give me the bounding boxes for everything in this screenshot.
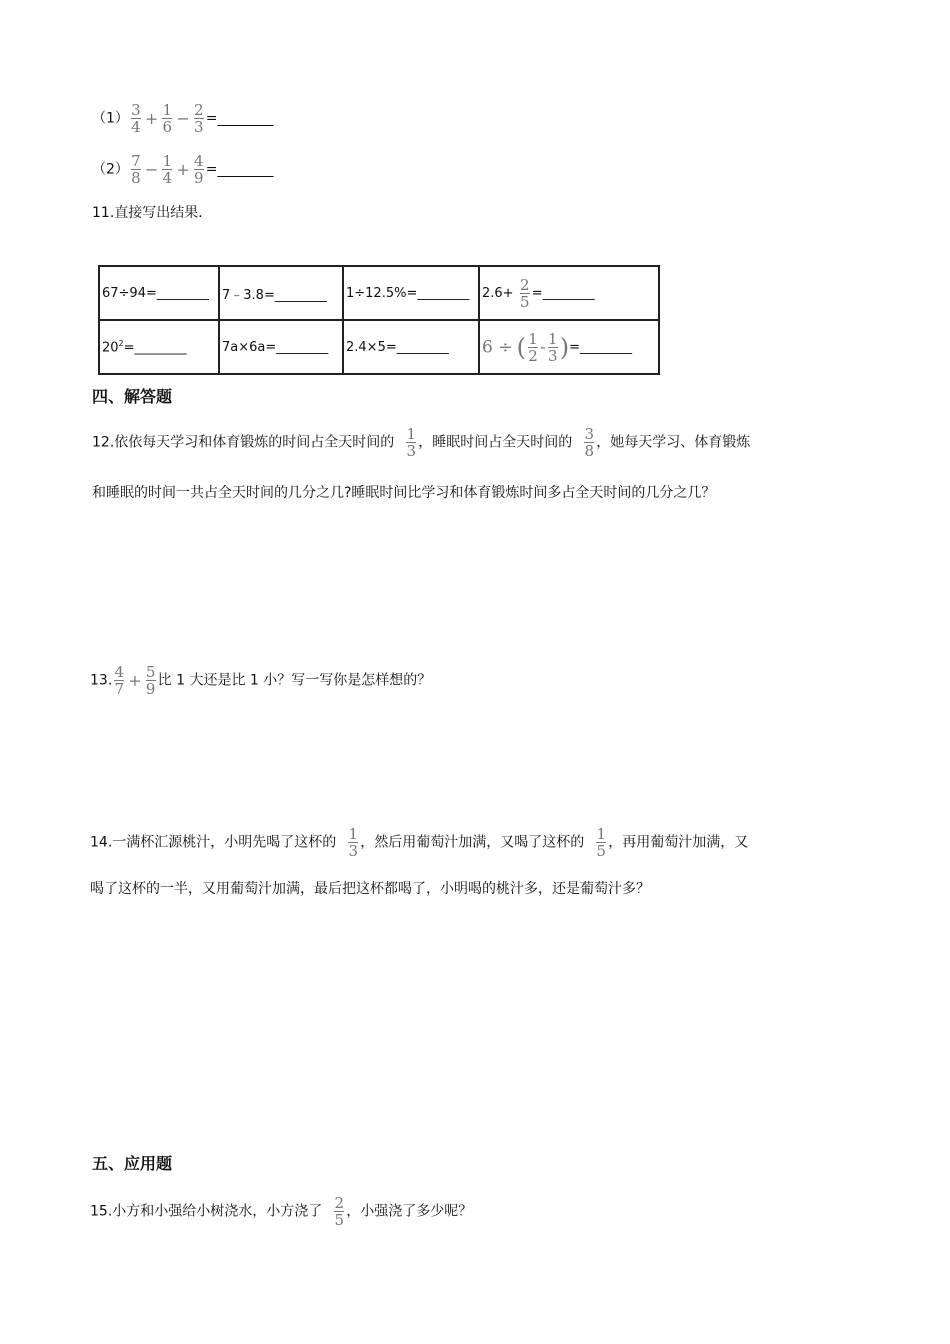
table-cell: 67÷94=________ <box>99 266 219 320</box>
fraction: $\frac{2}{5}$ <box>334 1194 345 1229</box>
answer-blank: =________ <box>205 161 274 178</box>
table-cell: 7﹣3.8=________ <box>219 266 343 320</box>
q12-line1: 12.依依每天学习和体育锻炼的时间占全天时间的 $\frac{1}{3}$ ，睡眠时间占全天时间的 $\frac{3}{8}$ ，她每天学习、体育锻炼 <box>92 425 751 460</box>
section-heading-4: 四、解答题 <box>92 387 173 406</box>
fraction: $\frac{5}{9}$ <box>145 663 156 698</box>
operator: − <box>176 108 190 128</box>
operator: − <box>144 159 159 179</box>
q10-part2 <box>92 154 273 185</box>
section-heading-5: 五、应用题 <box>92 1154 173 1173</box>
table-row <box>99 266 659 320</box>
fraction: $\frac{2}{3}$ <box>193 101 204 136</box>
fraction: $\frac{1}{2}$ <box>528 329 538 365</box>
fraction: $\frac{1}{3}$ <box>547 329 558 365</box>
fraction: $\frac{1}{3}$ <box>406 425 417 460</box>
fraction: $\frac{4}{7}$ <box>114 663 125 698</box>
fraction: $\frac{2}{5}$ <box>519 275 530 311</box>
q14-line2: 喝了这杯的一半，又用葡萄汁加满，最后把这杯都喝了，小明喝的桃汁多，还是葡萄汁多？ <box>90 881 650 897</box>
answer-blank: =________ <box>205 110 274 127</box>
q11-title: 11.直接写出结果． <box>92 205 213 221</box>
q13: 13. $\frac{4}{7}$ + $\frac{5}{9}$ 比 1 大还是比 1 小？写一写你是怎样想的？ <box>90 663 432 698</box>
fraction: $\frac{7}{8}$ <box>131 152 141 187</box>
q14-line1: 14.一满杯汇源桃汁，小明先喝了这杯的 $\frac{1}{3}$ ，然后用葡萄汁加满，又喝了这杯的 $\frac{1}{5}$ ，再用葡萄汁加满，又 <box>90 825 749 860</box>
part-number: （2） <box>92 161 129 178</box>
calculation-table <box>98 265 660 375</box>
table-row <box>99 320 659 374</box>
operator: + <box>144 108 159 128</box>
q10-part1 <box>92 103 273 134</box>
fraction: $\frac{1}{5}$ <box>596 825 607 860</box>
part-number: （1） <box>92 110 129 127</box>
operator: + <box>176 159 190 179</box>
fraction: $\frac{3}{4}$ <box>131 101 141 136</box>
table-cell: 2.6+ $\frac{2}{5}$ =________ <box>479 266 659 320</box>
q12-line2: 和睡眠的时间一共占全天时间的几分之几?睡眠时间比学习和体育锻炼时间多占全天时间的几分之几？ <box>92 485 716 501</box>
table-cell: 7a×6a=________ <box>219 320 343 374</box>
fraction: $\frac{1}{3}$ <box>348 825 359 860</box>
table-cell: $20^2=\_\_\_\_\_\_\_\_$ <box>99 320 219 374</box>
q15: 15.小方和小强给小树浇水，小方浇了 $\frac{2}{5}$ ，小强浇了多少呢？ <box>90 1194 473 1229</box>
fraction: $\frac{1}{6}$ <box>162 101 173 136</box>
table-cell: 2.4×5=________ <box>343 320 479 374</box>
fraction: $\frac{4}{9}$ <box>193 152 204 187</box>
fraction: $\frac{1}{4}$ <box>162 152 173 187</box>
operator: + <box>128 670 142 690</box>
table-cell: 1÷12.5%=________ <box>343 266 479 320</box>
fraction: $\frac{3}{8}$ <box>584 425 595 460</box>
table-cell: 6 ÷ ( $\frac{1}{2}$ - $\frac{1}{3}$ )=________ <box>479 320 659 374</box>
